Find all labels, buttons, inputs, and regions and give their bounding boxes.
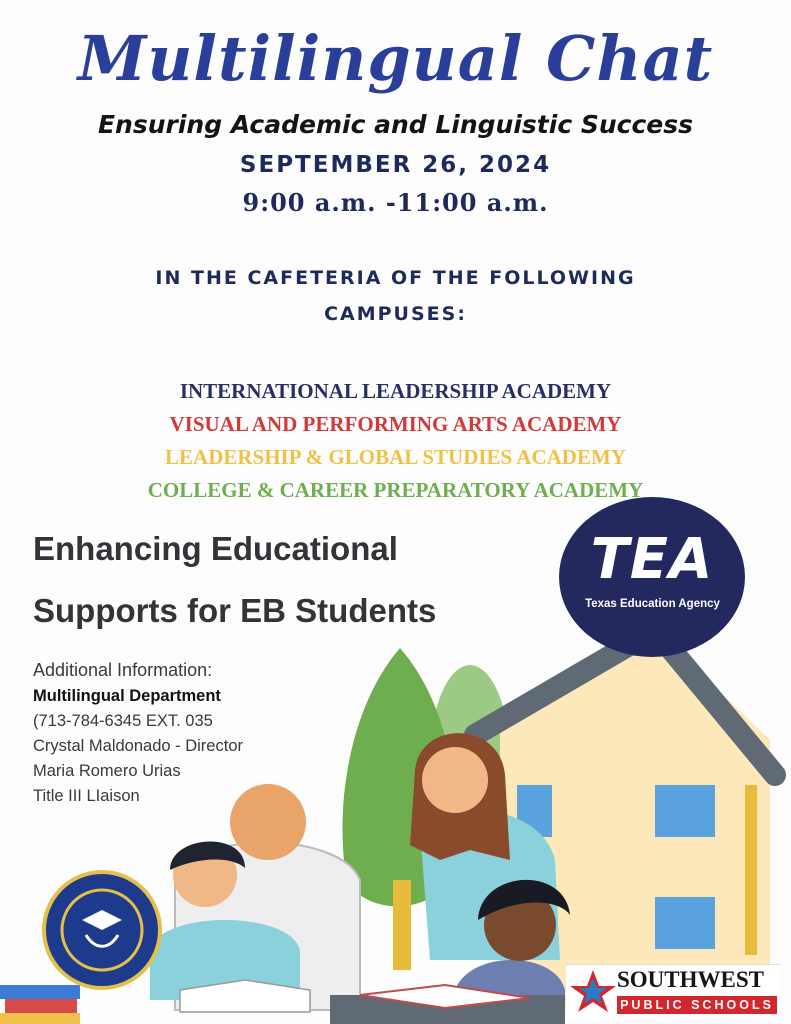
location-line-2: CAMPUSES: [324, 303, 467, 325]
flyer-title: Multilingual Chat [77, 22, 714, 95]
book-stack [0, 1013, 80, 1024]
headline-line-1: Enhancing Educational [33, 530, 398, 567]
location-line-1: IN THE CAFETERIA OF THE FOLLOWING [155, 267, 636, 289]
flyer-subtitle: Ensuring Academic and Linguistic Success [97, 110, 694, 139]
event-time: 9:00 a.m. -11:00 a.m. [242, 188, 549, 217]
woman-head [422, 747, 488, 813]
tea-logo-word: TEA [590, 527, 714, 592]
tree-trunk [393, 880, 411, 970]
campus-item: INTERNATIONAL LEADERSHIP ACADEMY [179, 379, 612, 403]
event-date: SEPTEMBER 26, 2024 [239, 152, 552, 178]
tea-logo-name: Texas Education Agency [585, 598, 720, 610]
book-stack [5, 999, 77, 1013]
campus-item: COLLEGE & CAREER PREPARATORY ACADEMY [147, 478, 644, 502]
southwest-logo-line-1: SOUTHWEST [617, 967, 764, 992]
book-stack [0, 985, 80, 999]
southwest-logo-line-2: PUBLIC SCHOOLS [617, 996, 777, 1014]
contact-person-1: Crystal Maldonado - Director [33, 737, 243, 755]
contact-person-2: Maria Romero Urias [33, 762, 181, 780]
contact-heading: Additional Information: [33, 660, 213, 680]
contact-person-2-role: Title III LIaison [33, 787, 140, 805]
house-window [655, 785, 715, 837]
man-head [230, 784, 306, 860]
house-window [655, 897, 715, 949]
campus-item: VISUAL AND PERFORMING ARTS ACADEMY [169, 412, 622, 436]
campus-item: LEADERSHIP & GLOBAL STUDIES ACADEMY [165, 445, 626, 469]
headline-line-2: Supports for EB Students [33, 592, 437, 629]
contact-phone: (713-784-6345 EXT. 035 [33, 712, 213, 730]
southwest-logo-mark [566, 964, 616, 1020]
contact-department: Multilingual Department [33, 687, 221, 705]
house-pillar [745, 785, 757, 955]
